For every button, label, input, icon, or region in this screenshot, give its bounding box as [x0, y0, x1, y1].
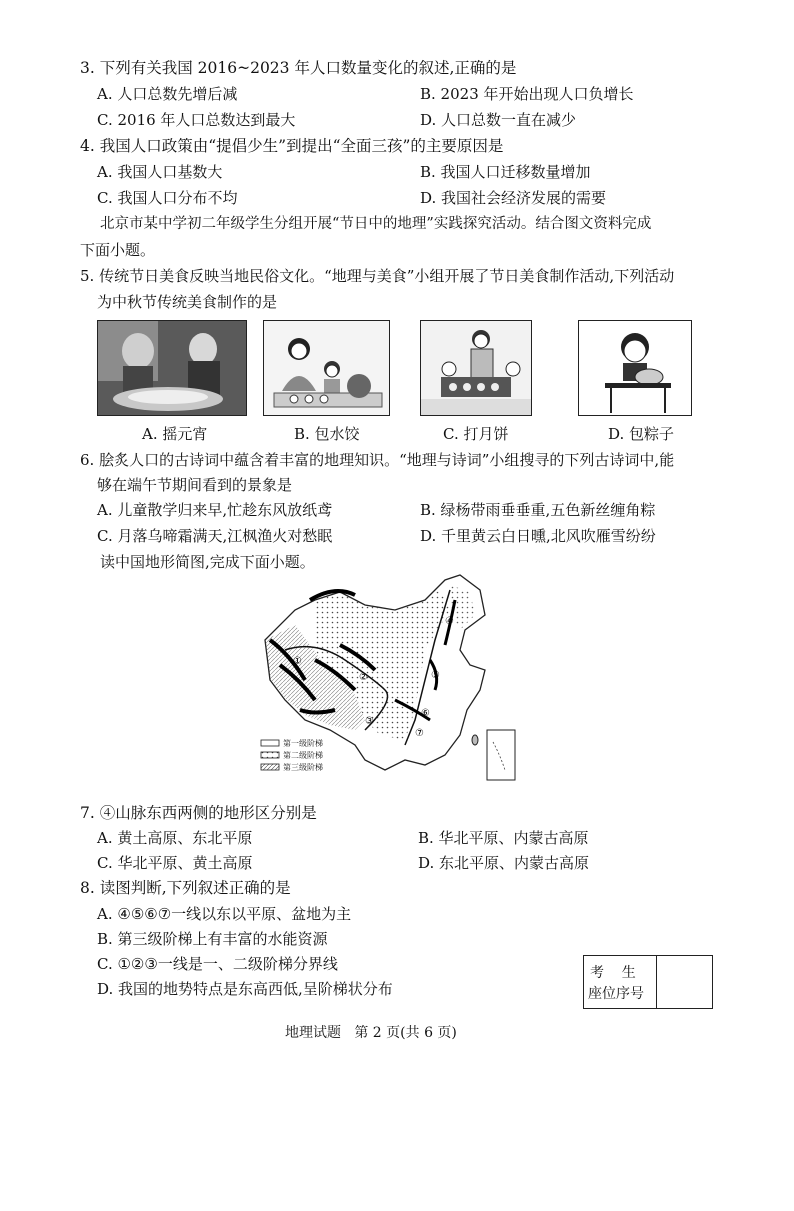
q4-option-b: B. 我国人口迁移数量增加	[420, 163, 591, 181]
q3-stem: 3. 下列有关我国 2016~2023 年人口数量变化的叙述,正确的是	[80, 59, 517, 77]
q5-option-c: C. 打月饼	[443, 425, 509, 443]
q7-option-d: D. 东北平原、内蒙古高原	[418, 854, 590, 872]
q6-option-a: A. 儿童散学归来早,忙趁东风放纸鸢	[97, 501, 333, 519]
q7-option-a: A. 黄土高原、东北平原	[97, 829, 253, 847]
photo-zongzi	[578, 320, 692, 416]
marker-3: ③	[365, 716, 374, 727]
marker-4: ④	[445, 616, 454, 627]
q3-option-c: C. 2016 年人口总数达到最大	[97, 111, 296, 129]
photo-yuanxiao	[97, 320, 247, 416]
q5-stem-line1: 5. 传统节日美食反映当地民俗文化。“地理与美食”小组开展了节日美食制作活动,下列活动	[80, 267, 675, 285]
marker-2: ②	[359, 672, 368, 683]
seat-divider	[656, 956, 657, 1008]
legend-third-step: 第三级阶梯	[283, 763, 323, 772]
q3-option-b: B. 2023 年开始出现人口负增长	[420, 85, 634, 103]
marker-1: ①	[293, 656, 302, 667]
marker-5: ⑤	[431, 670, 440, 681]
seat-number-box	[583, 955, 713, 1009]
seat-label-line2: 座位序号	[588, 986, 644, 1002]
q4-option-a: A. 我国人口基数大	[97, 163, 223, 181]
q8-option-a: A. ④⑤⑥⑦一线以东以平原、盆地为主	[97, 905, 352, 923]
q6-option-d: D. 千里黄云白日曛,北风吹雁雪纷纷	[420, 527, 656, 545]
q7-option-b: B. 华北平原、内蒙古高原	[418, 829, 589, 847]
q6-option-b: B. 绿杨带雨垂垂重,五色新丝缠角粽	[420, 501, 656, 519]
q7-stem: 7. ④山脉东西两侧的地形区分别是	[80, 804, 317, 822]
photo-dumplings	[263, 320, 390, 416]
legend-second-step: 第二级阶梯	[283, 751, 323, 760]
legend-first-step: 第一级阶梯	[283, 739, 323, 748]
q6-stem-line2: 够在端午节期间看到的景象是	[97, 476, 293, 494]
q3-option-a: A. 人口总数先增后减	[97, 85, 238, 103]
china-terrain-map	[255, 570, 545, 800]
intro-festival-line1: 北京市某中学初二年级学生分组开展“节日中的地理”实践探究活动。结合图文资料完成	[100, 216, 652, 232]
q8-option-c: C. ①②③一线是一、二级阶梯分界线	[97, 955, 338, 973]
q4-option-d: D. 我国社会经济发展的需要	[420, 189, 607, 207]
q5-option-b: B. 包水饺	[294, 425, 360, 443]
q8-option-d: D. 我国的地势特点是东高西低,呈阶梯状分布	[97, 980, 393, 998]
intro-map: 读中国地形简图,完成下面小题。	[100, 553, 315, 571]
q5-option-d: D. 包粽子	[608, 425, 675, 443]
q8-stem: 8. 读图判断,下列叙述正确的是	[80, 879, 291, 897]
q4-option-c: C. 我国人口分布不均	[97, 189, 238, 207]
q5-stem-line2: 为中秋节传统美食制作的是	[97, 293, 278, 311]
marker-6: ⑥	[421, 708, 430, 719]
seat-label-line1: 考 生	[590, 965, 636, 981]
photo-mooncakes	[420, 320, 532, 416]
q4-stem: 4. 我国人口政策由“提倡少生”到提出“全面三孩”的主要原因是	[80, 137, 504, 155]
q8-option-b: B. 第三级阶梯上有丰富的水能资源	[97, 930, 328, 948]
q6-stem-line1: 6. 脍炙人口的古诗词中蕴含着丰富的地理知识。“地理与诗词”小组搜寻的下列古诗词中,能	[80, 451, 675, 469]
q3-option-d: D. 人口总数一直在减少	[420, 111, 577, 129]
q7-option-c: C. 华北平原、黄土高原	[97, 854, 253, 872]
q6-option-c: C. 月落乌啼霜满天,江枫渔火对愁眠	[97, 527, 333, 545]
page-footer: 地理试题 第 2 页(共 6 页)	[285, 1025, 457, 1041]
intro-festival-line2: 下面小题。	[80, 241, 156, 259]
marker-7: ⑦	[415, 728, 424, 739]
q5-option-a: A. 摇元宵	[142, 425, 208, 443]
